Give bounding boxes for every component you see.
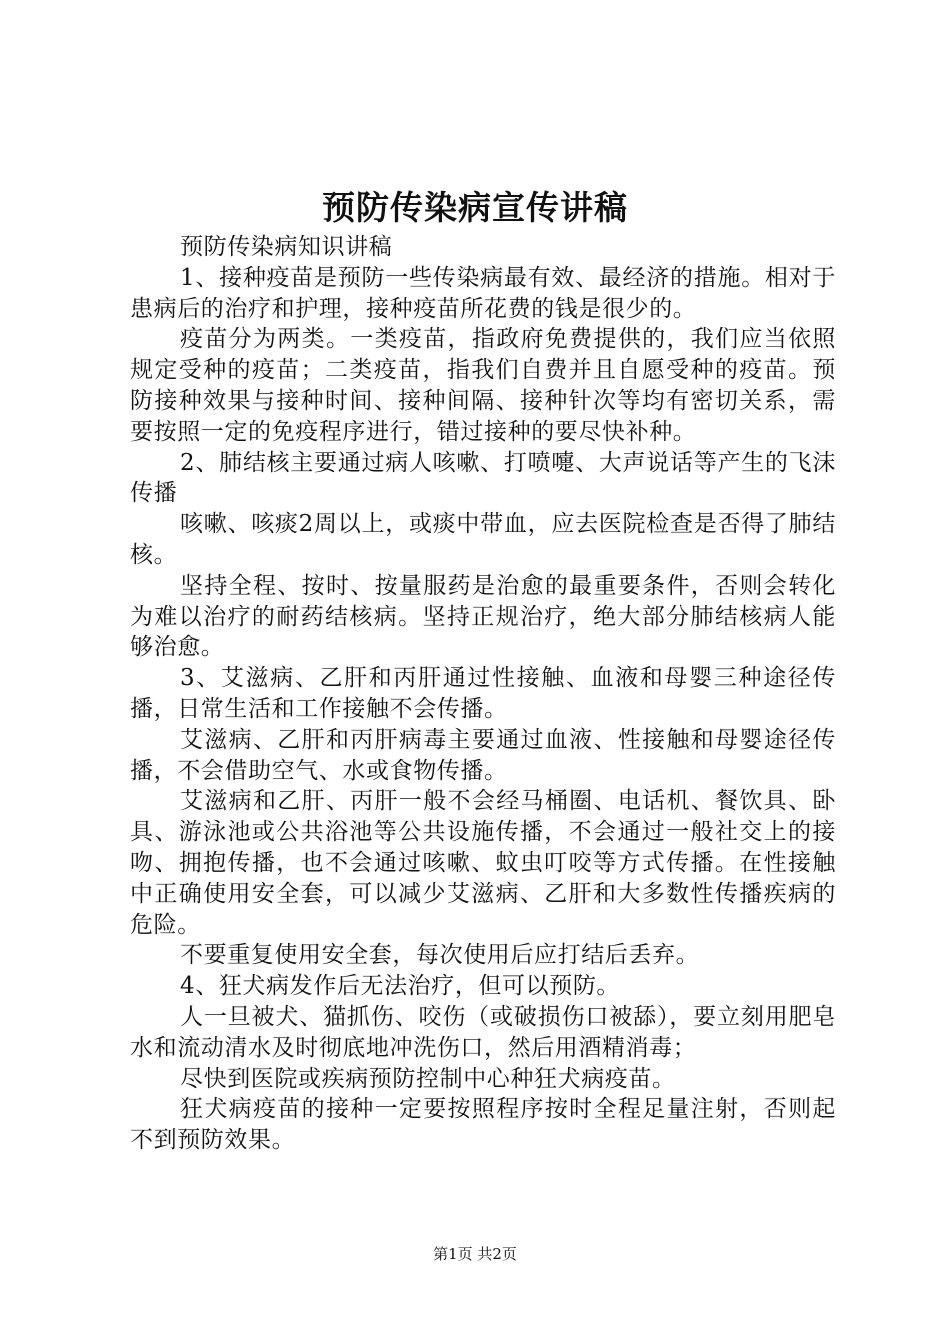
paragraph: 1、接种疫苗是预防一些传染病最有效、最经济的措施。相对于患病后的治疗和护理，接种疫苗所花费的钱是很少的。 [130,264,836,322]
page-number-footer: 第1页 共2页 [433,1245,517,1263]
paragraph-subtitle: 预防传染病知识讲稿 [180,234,393,260]
paragraph: 人一旦被犬、猫抓伤、咬伤（或破损伤口被舔），要立刻用肥皂水和流动清水及时彻底地冲洗伤口，然后用酒精消毒； [130,1003,836,1061]
paragraph: 疫苗分为两类。一类疫苗，指政府免费提供的，我们应当依照规定受种的疫苗；二类疫苗，指我们自费并且自愿受种的疫苗。预防接种效果与接种时间、接种间隔、接种针次等均有密切关系，需要按照一定的免疫程序进行，错过接种的要尽快补种。 [130,326,836,445]
paragraph: 坚持全程、按时、按量服药是治愈的最重要条件，否则会转化为难以治疗的耐药结核病。坚持正规治疗，绝大部分肺结核病人能够治愈。 [130,572,836,661]
paragraph: 艾滋病和乙肝、丙肝一般不会经马桶圈、电话机、餐饮具、卧具、游泳池或公共浴池等公共设施传播，不会通过一般社交上的接吻、拥抱传播，也不会通过咳嗽、蚊虫叮咬等方式传播。在性接触中正确使用安全套，可以减少艾滋病、乙肝和大多数性传播疾病的危险。 [130,788,836,938]
paragraph: 2、肺结核主要通过病人咳嗽、打喷嚏、大声说话等产生的飞沫传播 [130,449,836,507]
paragraph: 狂犬病疫苗的接种一定要按照程序按时全程足量注射，否则起不到预防效果。 [130,1096,836,1154]
paragraph: 艾滋病、乙肝和丙肝病毒主要通过血液、性接触和母婴途径传播，不会借助空气、水或食物传播。 [130,726,836,784]
paragraph: 尽快到医院或疾病预防控制中心种狂犬病疫苗。 [180,1065,676,1092]
document-body [130,232,836,1156]
paragraph: 咳嗽、咳痰2周以上，或痰中带血，应去医院检查是否得了肺结核。 [130,511,836,568]
paragraph: 3、艾滋病、乙肝和丙肝通过性接触、血液和母婴三种途径传播，日常生活和工作接触不会传播。 [130,665,836,722]
paragraph: 4、狂犬病发作后无法治疗，但可以预防。 [180,973,621,1000]
paragraph: 不要重复使用安全套，每次使用后应打结后丢弃。 [180,942,700,969]
document-title: 预防传染病宣传讲稿 [322,188,628,227]
